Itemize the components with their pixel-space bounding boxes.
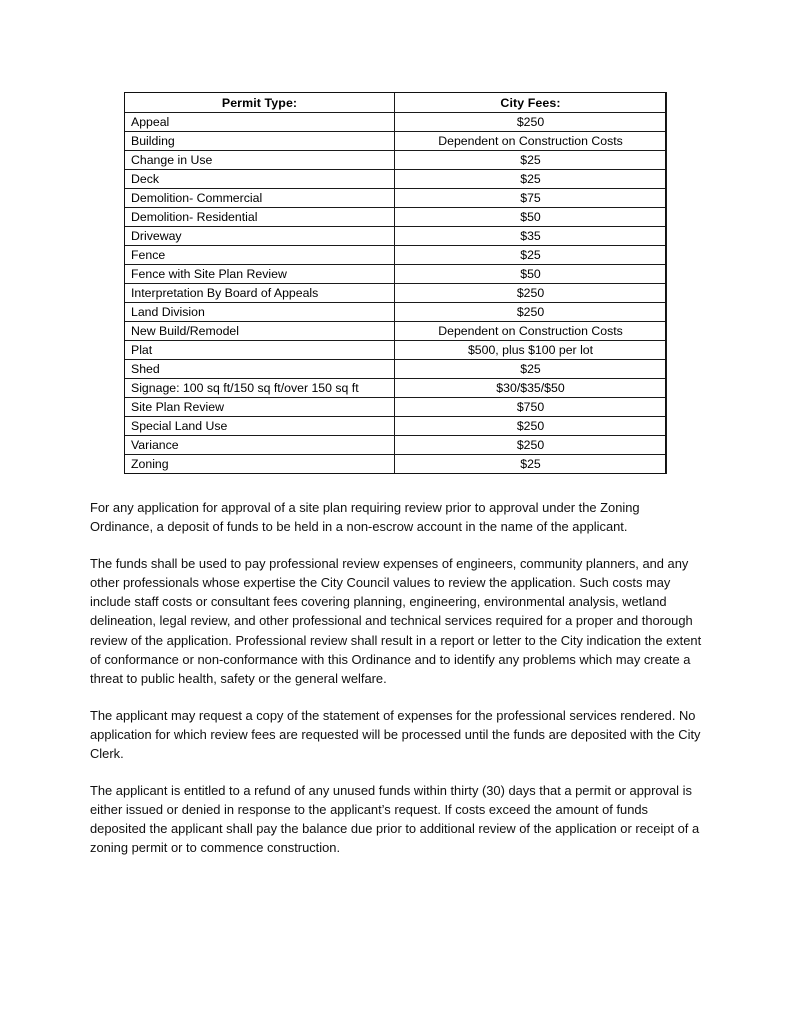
cell-city-fee: $50 [395,265,667,284]
table-row [125,227,667,246]
table-row [125,341,667,360]
cell-city-fee: $500, plus $100 per lot [395,341,667,360]
column-header-city-fees: City Fees: [395,93,667,113]
cell-city-fee: Dependent on Construction Costs [395,322,667,341]
cell-permit-type: Demolition- Commercial [125,189,395,208]
column-header-permit-type: Permit Type: [125,93,395,113]
cell-permit-type: Building [125,132,395,151]
paragraph: The applicant is entitled to a refund of any unused funds within thirty (30) days that a permit or approval is either issued or denied in response to the applicant’s request. If costs exceed the amount of funds deposited the applicant shall pay the balance due prior to additional review of the application or receipt of a zoning permit or to commence construction. [90,782,700,856]
cell-city-fee: Dependent on Construction Costs [395,132,667,151]
cell-permit-type: Appeal [125,113,395,132]
paragraph: The applicant may request a copy of the statement of expenses for the professional services rendered. No application for which review fees are requested will be processed until the funds are deposited with the City Clerk. [90,707,701,762]
table-row [125,246,667,265]
table-row [125,265,667,284]
cell-city-fee: $250 [395,303,667,322]
cell-permit-type: Plat [125,341,395,360]
cell-city-fee: $75 [395,189,667,208]
paragraph: The funds shall be used to pay professional review expenses of engineers, community planners, and any other professionals whose expertise the City Council values to review the application. Such costs may include staff costs or consultant fees covering planning, engineering, environmental analysis, wetland delineation, legal review, and other professional and technical services required for a proper and thorough review of the application. Professional review shall result in a report or letter to the City indication the extent of conformance or non-conformance with this Ordinance and to identify any problems which may create a threat to public health, safety or the general welfare. [90,555,702,687]
cell-permit-type: Land Division [125,303,395,322]
cell-city-fee: $25 [395,246,667,265]
table-row [125,113,667,132]
table-row [125,379,667,398]
cell-permit-type: Fence with Site Plan Review [125,265,395,284]
table-row [125,436,667,455]
table-row [125,398,667,417]
cell-city-fee: $250 [395,284,667,303]
table-body [125,113,667,474]
fee-schedule-table [124,92,667,474]
table-row [125,170,667,189]
table-row [125,322,667,341]
table-row [125,132,667,151]
table-header [125,93,667,113]
table-row [125,284,667,303]
table-header-row [125,93,667,113]
cell-permit-type: Driveway [125,227,395,246]
cell-permit-type: Deck [125,170,395,189]
table-row [125,455,667,474]
table-row [125,189,667,208]
cell-permit-type: Fence [125,246,395,265]
cell-permit-type: Demolition- Residential [125,208,395,227]
cell-permit-type: Special Land Use [125,417,395,436]
cell-permit-type: Change in Use [125,151,395,170]
cell-city-fee: $25 [395,455,667,474]
table-row [125,208,667,227]
cell-city-fee: $50 [395,208,667,227]
table-row [125,151,667,170]
paragraph: For any application for approval of a site plan requiring review prior to approval under the Zoning Ordinance, a deposit of funds to be held in a non-escrow account in the name of the applicant. [90,500,640,535]
cell-city-fee: $250 [395,417,667,436]
cell-permit-type: New Build/Remodel [125,322,395,341]
cell-permit-type: Shed [125,360,395,379]
table-row [125,360,667,379]
cell-city-fee: $25 [395,360,667,379]
cell-permit-type: Signage: 100 sq ft/150 sq ft/over 150 sq ft [125,379,395,398]
cell-permit-type: Variance [125,436,395,455]
cell-permit-type: Site Plan Review [125,398,395,417]
cell-city-fee: $750 [395,398,667,417]
cell-city-fee: $35 [395,227,667,246]
cell-permit-type: Zoning [125,455,395,474]
cell-city-fee: $250 [395,436,667,455]
fee-schedule-table-container [124,92,666,474]
cell-city-fee: $250 [395,113,667,132]
table-row [125,303,667,322]
cell-city-fee: $25 [395,170,667,189]
table-row [125,417,667,436]
body-text-block [90,498,702,858]
cell-city-fee: $25 [395,151,667,170]
cell-permit-type: Interpretation By Board of Appeals [125,284,395,303]
cell-city-fee: $30/$35/$50 [395,379,667,398]
